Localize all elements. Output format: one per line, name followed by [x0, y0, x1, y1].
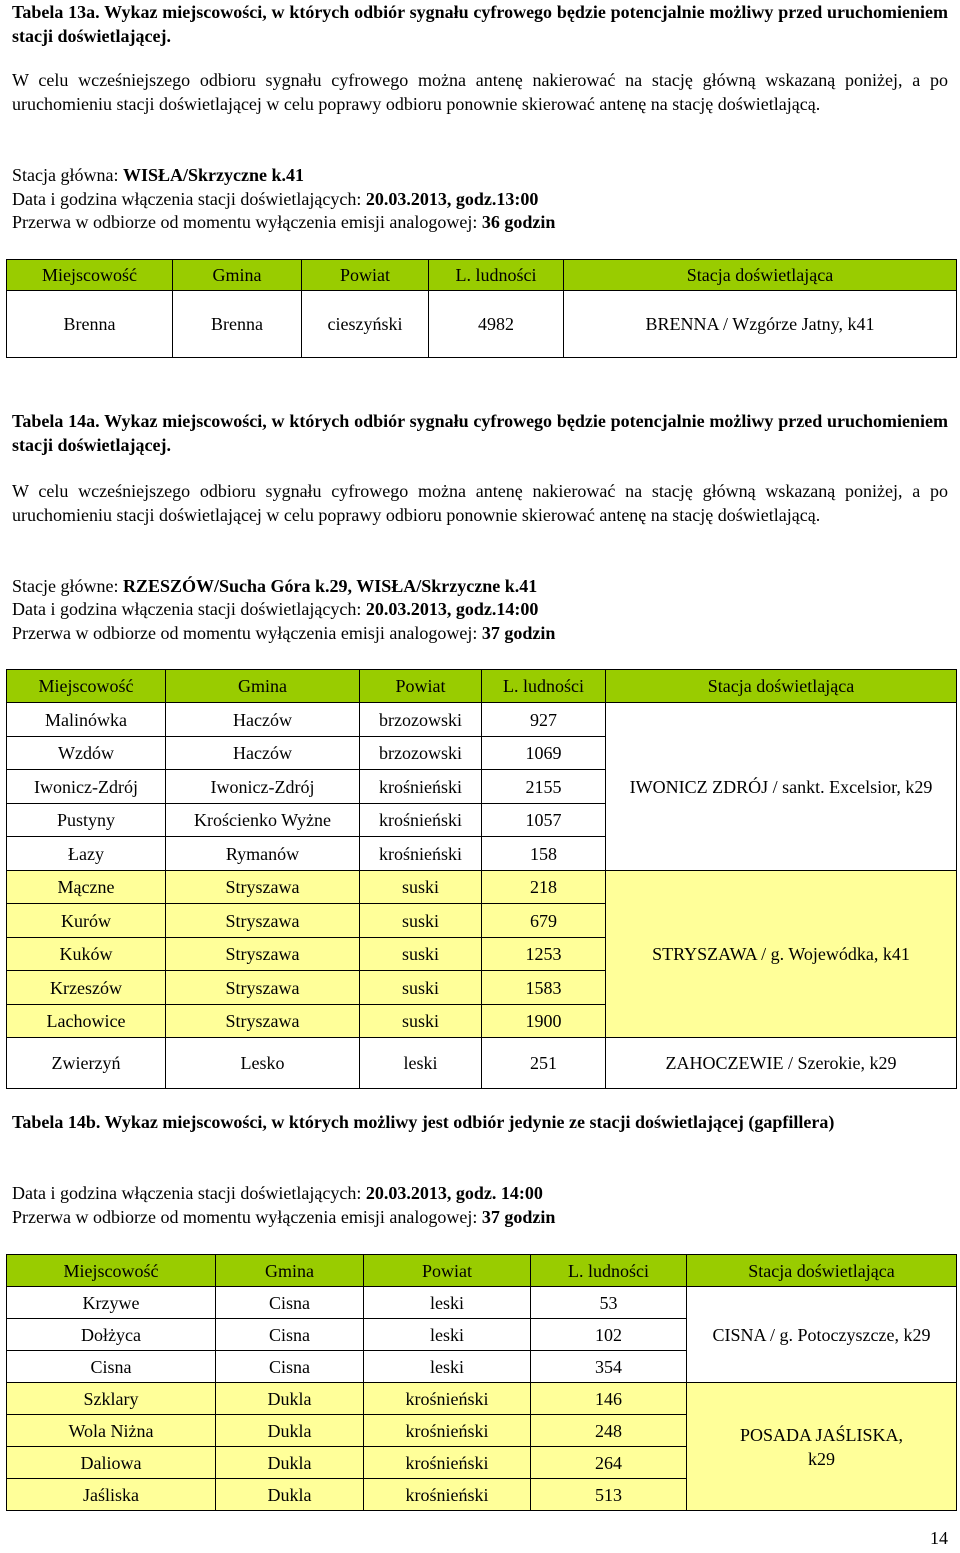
cell-powiat: brzozowski: [360, 703, 482, 737]
cell-ludnosci: 248: [531, 1415, 687, 1447]
break-value: 37 godzin: [481, 623, 556, 643]
date-label: Data i godzina włączenia stacji doświetlających:: [12, 189, 366, 209]
cell-gmina: Krościenko Wyżne: [166, 804, 360, 837]
table-row: [7, 1038, 957, 1089]
cell-gmina: Haczów: [166, 737, 360, 770]
header-stacja: Stacja doświetlająca: [606, 670, 957, 703]
table-row: [7, 291, 957, 358]
table13a-intro: W celu wcześniejszego odbioru sygnału cyfrowego można antenę nakierować na stację główną wskazaną poniżej, a po uruchomieniu stacji doświetlającej w celu poprawy odbioru ponownie skierować antenę na stację doświetlającą.: [12, 70, 948, 114]
cell-miejscowosc: Mączne: [7, 871, 166, 904]
table14a-break-line: [12, 621, 948, 645]
cell-stacja: CISNA / g. Potoczyszcze, k29: [687, 1287, 957, 1383]
cell-ludnosci: 927: [482, 703, 606, 737]
cell-miejscowosc: Kuków: [7, 938, 166, 971]
cell-gmina: Dukla: [216, 1383, 364, 1415]
table-row: [7, 1383, 957, 1415]
cell-powiat: suski: [360, 904, 482, 938]
cell-powiat: krośnieński: [360, 837, 482, 871]
cell-ludnosci: 146: [531, 1383, 687, 1415]
table13a-station-line: [12, 163, 948, 187]
header-gmina: Gmina: [173, 260, 302, 291]
cell-powiat: brzozowski: [360, 737, 482, 770]
header-ludnosci: L. ludności: [429, 260, 564, 291]
table14a-station-line: [12, 574, 948, 598]
table14a-caption: Tabela 14a. Wykaz miejscowości, w których odbiór sygnału cyfrowego będzie potencjalnie możliwy przed uruchomieniem stacji doświetlającej.: [12, 411, 948, 455]
cell-miejscowosc: Lachowice: [7, 1005, 166, 1038]
cell-miejscowosc: Brenna: [7, 291, 173, 358]
cell-miejscowosc: Malinówka: [7, 703, 166, 737]
cell-powiat: krośnieński: [360, 804, 482, 837]
break-label: Przerwa w odbiorze od momentu wyłączenia emisji analogowej:: [12, 623, 482, 643]
table-row: [7, 703, 957, 737]
cell-miejscowosc: Pustyny: [7, 804, 166, 837]
header-miejscowosc: Miejscowość: [7, 670, 166, 703]
cell-powiat: suski: [360, 1005, 482, 1038]
cell-gmina: Iwonicz-Zdrój: [166, 770, 360, 804]
table13a-caption: Tabela 13a. Wykaz miejscowości, w których odbiór sygnału cyfrowego będzie potencjalnie możliwy przed uruchomieniem stacji doświetlającej.: [12, 2, 948, 46]
header-gmina: Gmina: [216, 1255, 364, 1287]
cell-gmina: Rymanów: [166, 837, 360, 871]
date-value: 20.03.2013, godz.13:00: [365, 189, 539, 209]
cell-gmina: Cisna: [216, 1351, 364, 1383]
table-header-row: [7, 670, 957, 703]
cell-powiat: krośnieński: [360, 770, 482, 804]
cell-powiat: krośnieński: [364, 1479, 531, 1511]
header-miejscowosc: Miejscowość: [7, 260, 173, 291]
station-value: RZESZÓW/Sucha Góra k.29, WISŁA/Skrzyczne k.41: [122, 576, 538, 596]
header-powiat: Powiat: [360, 670, 482, 703]
cell-ludnosci: 2155: [482, 770, 606, 804]
cell-ludnosci: 1069: [482, 737, 606, 770]
cell-powiat: krośnieński: [364, 1447, 531, 1479]
page-number: 14: [930, 1528, 948, 1548]
cell-ludnosci: 1253: [482, 938, 606, 971]
cell-gmina: Cisna: [216, 1287, 364, 1319]
cell-ludnosci: 158: [482, 837, 606, 871]
cell-powiat: suski: [360, 871, 482, 904]
table14a-intro: W celu wcześniejszego odbioru sygnału cyfrowego można antenę nakierować na stację główną wskazaną poniżej, a po uruchomieniu stacji doświetlającej w celu poprawy odbioru ponownie skierować antenę na stację doświetlającą.: [12, 481, 948, 525]
cell-powiat: leski: [364, 1287, 531, 1319]
cell-gmina: Stryszawa: [166, 971, 360, 1005]
cell-miejscowosc: Zwierzyń: [7, 1038, 166, 1089]
cell-gmina: Dukla: [216, 1447, 364, 1479]
break-label: Przerwa w odbiorze od momentu wyłączenia emisji analogowej:: [12, 1207, 482, 1227]
station-label: Stacje główne:: [12, 576, 123, 596]
table14a-date-line: [12, 597, 948, 621]
table14a: [6, 669, 957, 1089]
cell-gmina: Lesko: [166, 1038, 360, 1089]
cell-powiat: cieszyński: [302, 291, 429, 358]
cell-ludnosci: 1900: [482, 1005, 606, 1038]
table-row: [7, 871, 957, 904]
header-powiat: Powiat: [364, 1255, 531, 1287]
table13a-break-line: [12, 210, 948, 234]
cell-powiat: krośnieński: [364, 1415, 531, 1447]
table13a: [6, 259, 957, 358]
cell-gmina: Stryszawa: [166, 938, 360, 971]
cell-ludnosci: 1057: [482, 804, 606, 837]
header-powiat: Powiat: [302, 260, 429, 291]
cell-gmina: Stryszawa: [166, 904, 360, 938]
cell-gmina: Brenna: [173, 291, 302, 358]
cell-ludnosci: 264: [531, 1447, 687, 1479]
table14b: [6, 1254, 957, 1511]
cell-gmina: Stryszawa: [166, 1005, 360, 1038]
station-label: Stacja główna:: [12, 165, 123, 185]
table-header-row: [7, 260, 957, 291]
cell-powiat: leski: [364, 1351, 531, 1383]
cell-stacja: STRYSZAWA / g. Wojewódka, k41: [606, 871, 957, 1038]
table13a-date-line: [12, 187, 948, 211]
table14b-date-line: [12, 1181, 948, 1205]
cell-ludnosci: 513: [531, 1479, 687, 1511]
cell-ludnosci: 251: [482, 1038, 606, 1089]
break-label: Przerwa w odbiorze od momentu wyłączenia emisji analogowej:: [12, 212, 482, 232]
cell-powiat: krośnieński: [364, 1383, 531, 1415]
cell-powiat: leski: [364, 1319, 531, 1351]
cell-miejscowosc: Kurów: [7, 904, 166, 938]
cell-miejscowosc: Iwonicz-Zdrój: [7, 770, 166, 804]
cell-miejscowosc: Jaśliska: [7, 1479, 216, 1511]
break-value: 37 godzin: [481, 1207, 556, 1227]
cell-miejscowosc: Wzdów: [7, 737, 166, 770]
date-value: 20.03.2013, godz. 14:00: [365, 1183, 543, 1203]
cell-miejscowosc: Dołżyca: [7, 1319, 216, 1351]
cell-miejscowosc: Szklary: [7, 1383, 216, 1415]
cell-stacja: IWONICZ ZDRÓJ / sankt. Excelsior, k29: [606, 703, 957, 871]
cell-ludnosci: 354: [531, 1351, 687, 1383]
cell-ludnosci: 102: [531, 1319, 687, 1351]
date-label: Data i godzina włączenia stacji doświetlających:: [12, 1183, 366, 1203]
cell-miejscowosc: Łazy: [7, 837, 166, 871]
cell-miejscowosc: Wola Niżna: [7, 1415, 216, 1447]
cell-miejscowosc: Krzeszów: [7, 971, 166, 1005]
header-ludnosci: L. ludności: [482, 670, 606, 703]
cell-powiat: suski: [360, 938, 482, 971]
table-row: [7, 1287, 957, 1319]
cell-ludnosci: 679: [482, 904, 606, 938]
date-label: Data i godzina włączenia stacji doświetlających:: [12, 599, 366, 619]
cell-gmina: Dukla: [216, 1479, 364, 1511]
header-stacja: Stacja doświetlająca: [687, 1255, 957, 1287]
header-gmina: Gmina: [166, 670, 360, 703]
cell-gmina: Cisna: [216, 1319, 364, 1351]
cell-ludnosci: 218: [482, 871, 606, 904]
station-value: WISŁA/Skrzyczne k.41: [122, 165, 304, 185]
header-miejscowosc: Miejscowość: [7, 1255, 216, 1287]
cell-stacja: BRENNA / Wzgórze Jatny, k41: [564, 291, 957, 358]
cell-miejscowosc: Daliowa: [7, 1447, 216, 1479]
cell-stacja: ZAHOCZEWIE / Szerokie, k29: [606, 1038, 957, 1089]
cell-powiat: suski: [360, 971, 482, 1005]
cell-miejscowosc: Cisna: [7, 1351, 216, 1383]
cell-gmina: Dukla: [216, 1415, 364, 1447]
cell-ludnosci: 1583: [482, 971, 606, 1005]
table14b-break-line: [12, 1205, 948, 1229]
cell-ludnosci: 4982: [429, 291, 564, 358]
table14b-caption: Tabela 14b. Wykaz miejscowości, w których możliwy jest odbiór jedynie ze stacji doświetlającej (gapfillera): [12, 1112, 835, 1132]
cell-powiat: leski: [360, 1038, 482, 1089]
table-header-row: [7, 1255, 957, 1287]
cell-ludnosci: 53: [531, 1287, 687, 1319]
header-ludnosci: L. ludności: [531, 1255, 687, 1287]
cell-stacja: POSADA JAŚLISKA, k29: [687, 1383, 957, 1511]
break-value: 36 godzin: [481, 212, 556, 232]
cell-gmina: Stryszawa: [166, 871, 360, 904]
cell-miejscowosc: Krzywe: [7, 1287, 216, 1319]
date-value: 20.03.2013, godz.14:00: [365, 599, 539, 619]
header-stacja: Stacja doświetlająca: [564, 260, 957, 291]
cell-gmina: Haczów: [166, 703, 360, 737]
